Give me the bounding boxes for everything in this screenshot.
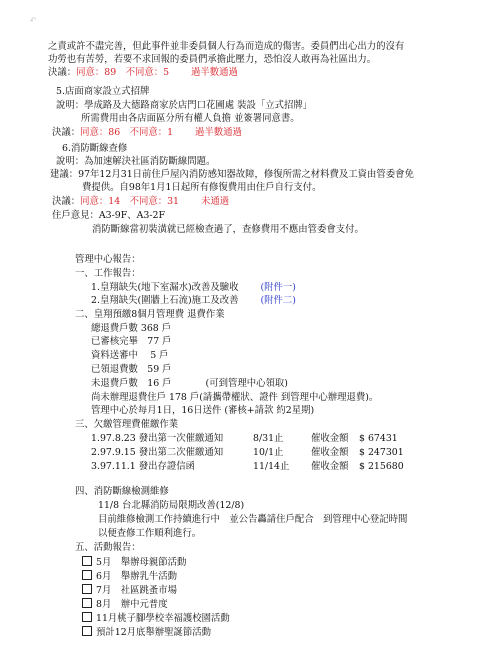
refund-row: 總退費戶數 368 戶 <box>91 323 172 334</box>
checkbox-icon <box>82 556 92 566</box>
fire-inspection-line1: 11/8 台北縣消防局限期改善(12/8) <box>98 500 245 511</box>
section-1-item2 <box>91 295 296 307</box>
fire-inspection-line3: 以便查修工作順利進行。 <box>98 528 202 539</box>
section-3-title: 三、欠繳管理費催繳作業 <box>75 419 179 430</box>
section-1-item1 <box>91 282 296 294</box>
refund-hours: 管理中心於每月1日，16日送件 (審核+請款 約2星期) <box>91 405 315 416</box>
section-5-title: 五、活動報告： <box>75 542 141 553</box>
item-text: 1.皇翔缺失(地下室漏水)改善及驗收 <box>91 282 239 293</box>
collection-label: 催收金額 <box>311 433 349 444</box>
activity-label: 6月 舉辦乳牛活動 <box>96 571 177 582</box>
vote-label: 決議： <box>52 127 81 138</box>
refund-row: 資料送審中 5 戶 <box>91 350 169 361</box>
refund-row: 已領退費數 59 戶 <box>91 364 172 375</box>
section-2-title: 二、皇翔預繳8個月管理費 退費作業 <box>75 309 225 320</box>
checkbox-icon <box>82 598 92 608</box>
item-text: 2.皇翔缺失(圍牆上石流)施工及改善 <box>91 295 239 306</box>
attachment-link-1[interactable]: (附件一) <box>260 282 296 293</box>
top-paragraph-line2: 功勞也有苦勞，若要不求回報的委員們承擔此壓力，恐怕沒人敢再為社區出力。 <box>48 54 377 65</box>
corner-mark: ↶ <box>29 15 38 26</box>
resident-opinion-detail: 消防斷線當初裝潢就已經檢查過了，查修費用不應由管委會支付。 <box>92 224 364 235</box>
item6-suggest1: 建議：97年12月31日前住戶屋內消防感知器故障，修復所需之材料費及工資由管委會免 <box>50 169 414 180</box>
collection-date: 1.97.8.23 發出第一次催繳通知 <box>91 433 224 444</box>
item6-desc: 說明：為加速解決社區消防斷線問題。 <box>56 156 216 167</box>
activity-item <box>82 612 230 625</box>
vote-count: 同意：14 不同意：31 <box>80 196 179 207</box>
vote-count: 同意：89 不同意：5 <box>76 67 170 78</box>
refund-row <box>91 378 288 390</box>
resident-opinion: 住戶意見：A3-9F、A3-2F <box>52 210 165 221</box>
top-paragraph-line1: 之責或許不盡完善，但此事件並非委員個人行為而造成的傷害。委員們出心出力的沒有 <box>48 41 405 52</box>
activity-label: 預計12月底舉辦聖誕節活動 <box>96 627 212 638</box>
activity-item <box>82 598 168 611</box>
collection-due: 8/31止 <box>253 433 284 444</box>
collection-due: 10/1止 <box>253 447 284 458</box>
vote-result-2 <box>52 127 242 139</box>
collection-date: 3.97.11.1 發出存證信函 <box>91 461 195 472</box>
vote-result-1 <box>48 67 238 79</box>
checkbox-icon <box>82 612 92 622</box>
activity-item <box>82 584 177 597</box>
collection-row <box>91 447 404 459</box>
item5-title: 5.店面商家設立式招牌 <box>56 86 150 97</box>
refund-row: 已審核完畢 77 戶 <box>91 336 172 347</box>
collection-label: 催收金額 <box>311 447 349 458</box>
activity-label: 11月桃子腳學校幸福護校園活動 <box>96 613 230 624</box>
collection-row <box>91 461 404 473</box>
refund-row-text: 未退費戶數 16 戶 <box>91 378 172 389</box>
checkbox-icon <box>82 584 92 594</box>
item5-desc2: 所需費用由各店面區分所有權人負擔 並簽署同意書。 <box>81 113 300 124</box>
report-heading: 管理中心報告： <box>75 254 141 265</box>
vote-label: 決議： <box>48 67 77 78</box>
collection-due: 11/14止 <box>253 461 290 472</box>
section-1-title: 一、工作報告： <box>75 268 141 279</box>
vote-count: 同意：86 不同意：1 <box>80 127 174 138</box>
attachment-link-2[interactable]: (附件二) <box>260 295 296 306</box>
vote-outcome: 未通過 <box>201 196 230 207</box>
checkbox-icon <box>82 626 92 636</box>
vote-outcome: 過半數通過 <box>195 127 242 138</box>
collection-amount: $ 215680 <box>359 461 404 472</box>
vote-result-3 <box>52 196 229 208</box>
refund-note: (可到管理中心領取) <box>205 378 288 389</box>
refund-unreturned: 尚未辦理退費住戶 178 戶(請攜帶權狀、證件 到管理中心辦理退費)。 <box>91 392 379 403</box>
item6-title: 6.消防斷線查修 <box>62 143 128 154</box>
item6-suggest2: 費提供。自98年1月1日起所有修復費用由住戶自行支付。 <box>82 182 322 193</box>
activity-label: 8月 辦中元普度 <box>96 599 168 610</box>
activity-item <box>82 626 211 639</box>
collection-amount: $ 247301 <box>359 447 404 458</box>
checkbox-icon <box>82 570 92 580</box>
activity-label: 5月 舉辦母親節活動 <box>96 557 187 568</box>
collection-row <box>91 433 398 445</box>
vote-label: 決議： <box>52 196 81 207</box>
activity-label: 7月 社區跳蚤市場 <box>96 585 177 596</box>
collection-label: 催收金額 <box>311 461 349 472</box>
activity-item <box>82 556 186 569</box>
item5-desc1: 說明：學成路及大德路商家於店門口花圃處 裝設「立式招牌」 <box>56 100 313 111</box>
collection-date: 2.97.9.15 發出第二次催繳通知 <box>91 447 224 458</box>
activity-item <box>82 570 177 583</box>
collection-amount: $ 67431 <box>359 433 398 444</box>
vote-outcome: 過半數通過 <box>191 67 238 78</box>
fire-inspection-line2: 目前維修檢測工作持續進行中 並公告轟請住戶配合 到管理中心登記時間 <box>98 514 408 525</box>
section-4-title: 四、消防斷線檢測維修 <box>75 486 169 497</box>
